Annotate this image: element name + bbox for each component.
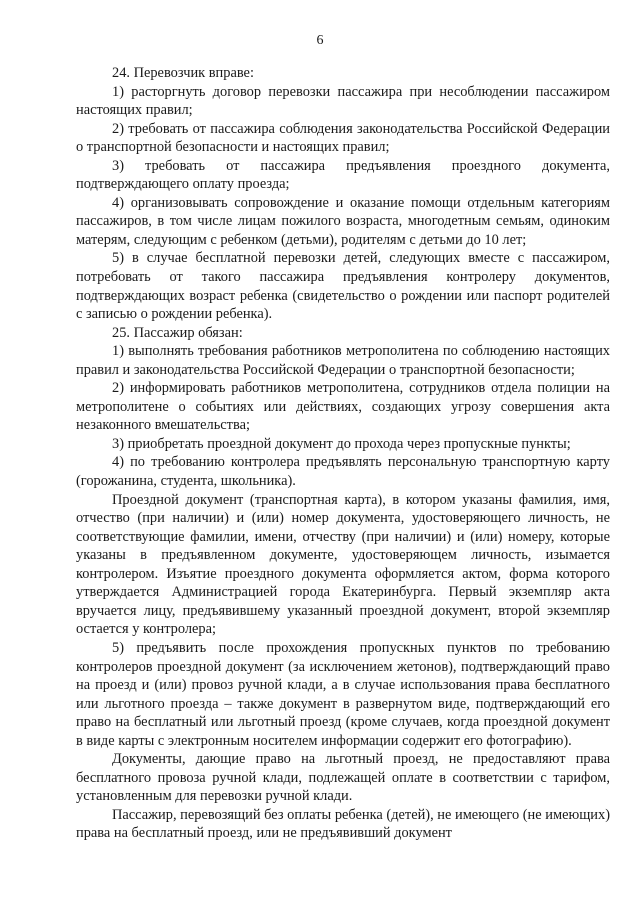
paragraph-25-item-4: 4) по требованию контролера предъявлять персональную транспортную карту (горожанина, студента, школьника). xyxy=(76,454,610,490)
paragraph-24-item-5: 5) в случае бесплатной перевозки детей, следующих вместе с пассажиром, потребовать от такого пассажира предъявления контролеру документов, подтверждающих возраст ребенка (свидетельство о рождении или паспорт родителей с записью о рождении ребенка). xyxy=(76,250,610,323)
page-number: 6 xyxy=(316,33,324,48)
paragraph-24-item-1: 1) расторгнуть договор перевозки пассажира при несоблюдении пассажиром настоящих правил; xyxy=(76,83,610,119)
paragraph-clause-24: 24. Перевозчик вправе: xyxy=(112,65,254,81)
paragraph-24-item-3: 3) требовать от пассажира предъявления проездного документа, подтверждающего оплату проезда; xyxy=(76,157,610,193)
paragraph-ticket-seizure: Проездной документ (транспортная карта), в котором указаны фамилия, имя, отчество (при наличии) и (или) номер документа, удостоверяющего личность, не соответствующие фамилии, имени, отчеству (при наличии) и (или) номеру, которые указаны в предъявленном документе, удостоверяющем личность, изымается контролером. Изъятие проездного документа оформляется актом, форма которого утверждается Администрацией города Екатеринбурга. Первый экземпляр акта вручается лицу, предъявившему указанный проездной документ, второй экземпляр остается у контролера; xyxy=(76,491,610,638)
paragraph-25-item-2: 2) информировать работников метрополитена, сотрудников отдела полиции на метрополитене о событиях или действиях, создающих угрозу совершения акта незаконного вмешательства; xyxy=(76,380,610,434)
body-text xyxy=(76,64,610,843)
paragraph-24-item-2: 2) требовать от пассажира соблюдения законодательства Российской Федерации о транспортной безопасности и настоящих правил; xyxy=(76,120,610,156)
paragraph-25-item-3: 3) приобретать проездной документ до прохода через пропускные пункты; xyxy=(112,435,571,452)
paragraph-clause-25: 25. Пассажир обязан: xyxy=(112,324,243,341)
paragraph-25-item-5: 5) предъявить после прохождения пропускных пунктов по требованию контролеров проездной документ (за исключением жетонов), подтверждающий право на проезд и (или) провоз ручной клади, а в случае использования права бесплатного или льготного проезда – также документ в развернутом виде, подтверждающий его право на бесплатный или льготный проезд (кроме случаев, когда проездной документ в виде карты с электронным носителем информации содержит его фотографию). xyxy=(76,639,610,749)
paragraph-25-item-1: 1) выполнять требования работников метрополитена по соблюдению настоящих правил и законодательства Российской Федерации о транспортной безопасности; xyxy=(76,343,610,378)
paragraph-passenger-with-child: Пассажир, перевозящий без оплаты ребенка (детей), не имеющего (не имеющих) права на бесплатный проезд, или не предъявивший документ xyxy=(76,806,610,842)
paragraph-24-item-4: 4) организовывать сопровождение и оказание помощи отдельным категориям пассажиров, в том числе лицам пожилого возраста, многодетным семьям, одиноким матерям, следующим с ребенком (детьми), родителям с детьми до 10 лет; xyxy=(76,194,610,248)
paragraph-benefit-documents: Документы, дающие право на льготный проезд, не предоставляют права бесплатного провоза ручной клади, подлежащей оплате в соответствии с тарифом, установленным для перевозки ручной клади. xyxy=(76,751,610,805)
